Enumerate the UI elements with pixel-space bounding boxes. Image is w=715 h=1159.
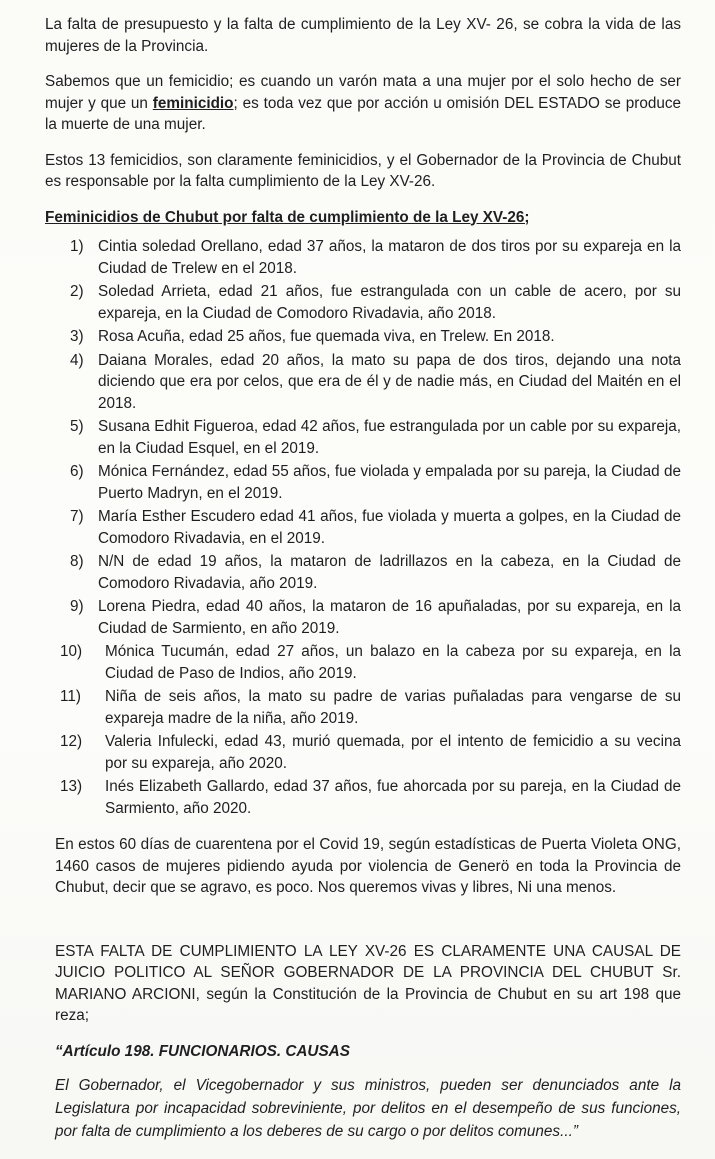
list-item: [60, 506, 681, 549]
list-item-text: Susana Edhit Figueroa, edad 42 años, fue estrangulada por un cable por su expareja, en la Ciudad Esquel, en el 2019.: [98, 418, 681, 457]
list-item-number: 13): [60, 778, 83, 795]
article-body: El Gobernador, el Vicegobernador y sus ministros, pueden ser denunciados ante la Legislatura por incapacidad sobreviniente, por delitos en el desempeño de sus funciones, por falta de cumplimiento a los deberes de su cargo o por delitos comunes...”: [55, 1076, 681, 1140]
list-heading: Feminicidios de Chubut por falta de cumplimiento de la Ley XV-26;: [45, 208, 530, 226]
list-item-text: Mónica Tucumán, edad 27 años, un balazo en la cabeza por su expareja, en la Ciudad de Paso de Indios, año 2019.: [105, 643, 681, 682]
list-item-number: 9): [70, 598, 84, 615]
list-item-number: 5): [70, 418, 84, 435]
juicio-paragraph: ESTA FALTA DE CUMPLIMIENTO LA LEY XV-26 ES CLARAMENTE UNA CAUSAL DE JUICIO POLITICO AL SEÑOR GOBERNADOR DE LA PROVINCIA DEL CHUBUT Sr. MARIANO ARCIONI, según la Constitución de la Provincia de Chubut en su art 198 que reza;: [55, 942, 681, 1024]
definition-paragraph: [45, 71, 681, 136]
list-item-number: 8): [70, 553, 84, 570]
list-item: [60, 416, 681, 459]
definition-text-2: ; es toda vez que por acción u omisión DEL ESTADO se produce la muerte de una mujer.: [45, 94, 681, 133]
list-item: [60, 776, 681, 819]
list-item-text: N/N de edad 19 años, la mataron de ladrillazos en la cabeza, en la Ciudad de Comodoro Rivadavia, año 2019.: [98, 553, 681, 592]
article-title: “Artículo 198. FUNCIONARIOS. CAUSAS: [55, 1042, 350, 1060]
list-item: [60, 461, 681, 504]
covid-paragraph: En estos 60 días de cuarentena por el Covid 19, según estadísticas de Puerta Violeta ONG, 1460 casos de mujeres pidiendo ayuda por violencia de Generö en toda la Provincia de Chubut, decir que se agravo, es poco. Nos queremos vivas y libres, Ni una menos.: [55, 836, 681, 896]
list-item-number: 3): [70, 328, 84, 345]
list-item-text: Inés Elizabeth Gallardo, edad 37 años, fue ahorcada por su pareja, en la Ciudad de Sarmiento, año 2020.: [105, 778, 681, 817]
list-item-number: 4): [70, 351, 84, 369]
list-item: [60, 641, 681, 684]
list-item-text: Lorena Piedra, edad 40 años, la mataron de 16 apuñaladas, por su expareja, en la Ciudad de Sarmiento, en año 2019.: [98, 598, 681, 637]
list-item-text: Cintia soledad Orellano, edad 37 años, la mataron de dos tiros por su expareja en la Ciudad de Trelew en el 2018.: [98, 238, 681, 277]
list-item: [60, 731, 681, 774]
list-item-text: Soledad Arrieta, edad 21 años, fue estrangulada con un cable de acero, por su expareja, en la Ciudad de Comodoro Rivadavia, año 2018.: [98, 283, 681, 322]
definition-text-1: Sabemos que un femicidio; es cuando un varón mata a una mujer por el solo hecho de ser mujer y que un: [45, 73, 681, 112]
list-item-text: Mónica Fernández, edad 55 años, fue violada y empalada por su pareja, la Ciudad de Puerto Madryn, en el 2019.: [98, 463, 681, 502]
list-item-text: María Esther Escudero edad 41 años, fue violada y muerta a golpes, en la Ciudad de Comodoro Rivadavia, en el 2019.: [98, 508, 681, 547]
list-item-number: 6): [70, 463, 84, 480]
feminicide-list: [45, 236, 681, 819]
list-item: [60, 326, 681, 348]
list-item-number: 10): [60, 643, 83, 660]
list-item: [60, 596, 681, 639]
list-item: [60, 350, 681, 415]
list-item: [60, 551, 681, 594]
list-item: [60, 236, 681, 279]
list-item-text: Niña de seis años, la mato su padre de varias puñaladas para vengarse de su expareja madre de la niña, año 2019.: [105, 688, 681, 727]
feminicidio-term: feminicidio: [152, 94, 234, 112]
intro-paragraph: La falta de presupuesto y la falta de cumplimiento de la Ley XV- 26, se cobra la vida de las mujeres de la Provincia.: [45, 16, 681, 55]
list-item: [60, 686, 681, 729]
list-item-number: 11): [60, 688, 81, 705]
list-item-number: 7): [70, 508, 84, 525]
list-item: [60, 281, 681, 324]
list-item-number: 2): [70, 283, 84, 300]
list-item-number: 12): [60, 733, 83, 750]
list-item-text: Rosa Acuña, edad 25 años, fue quemada viva, en Trelew. En 2018.: [98, 328, 555, 345]
responsibility-paragraph: Estos 13 femicidios, son claramente feminicidios, y el Gobernador de la Provincia de Chubut es responsable por la falta cumplimiento de la Ley XV-26.: [45, 151, 681, 190]
list-item-text: Daiana Morales, edad 20 años, la mato su papa de dos tiros, dejando una nota diciendo que era por celos, que era de él y de nadie más, en Ciudad del Maitén en el 2018.: [98, 351, 681, 412]
list-item-number: 1): [70, 238, 84, 255]
list-item-text: Valeria Infulecki, edad 43, murió quemada, por el intento de femicidio a su vecina por su expareja, año 2020.: [105, 733, 681, 772]
